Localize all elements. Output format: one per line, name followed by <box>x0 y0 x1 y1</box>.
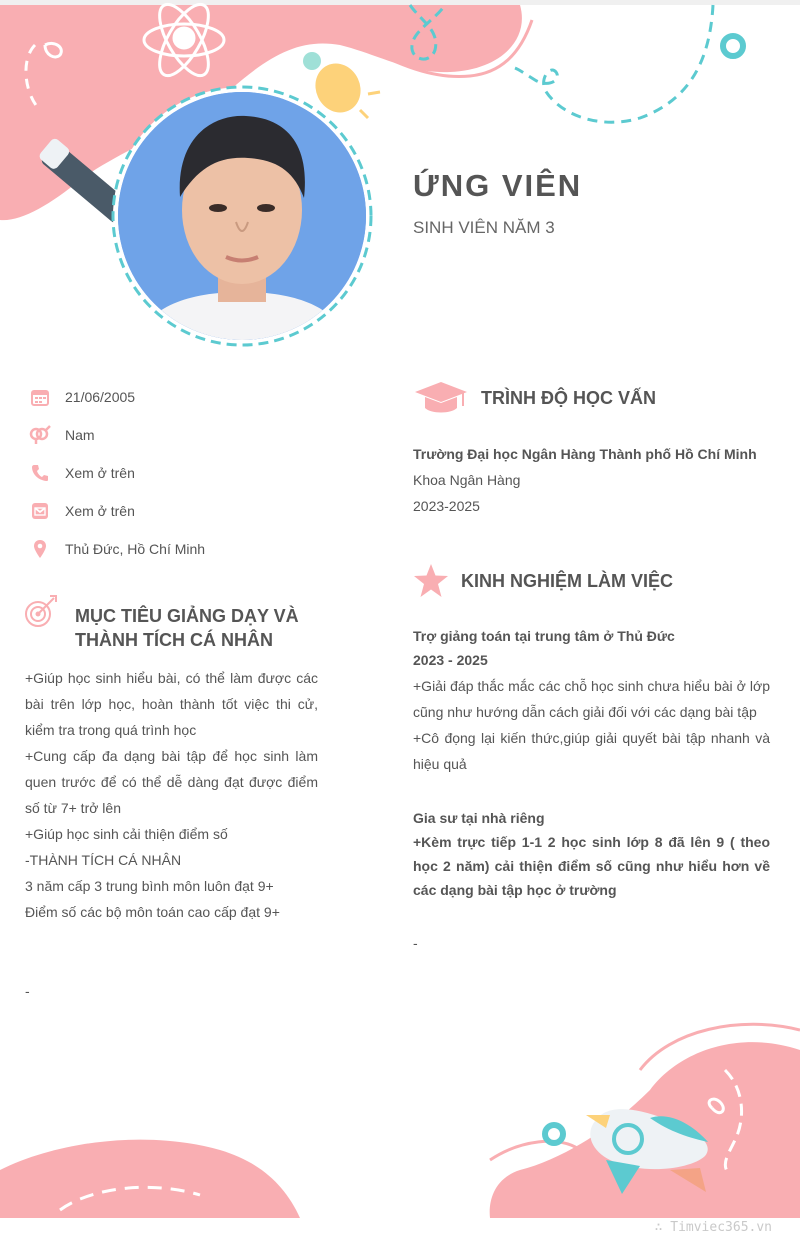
objective-body <box>25 665 318 925</box>
gender-icon <box>25 425 55 445</box>
objective-line: +Giúp học sinh hiểu bài, có thể làm được các bài trên lớp học, hoàn thành tốt việc thi cử, kiểm tra trong quá trình học <box>25 670 318 738</box>
experience-job1-desc <box>413 673 770 777</box>
job1-line: +Cô đọng lại kiến thức,giúp giải quyết bài tập nhanh và hiệu quả <box>413 730 770 772</box>
experience-job2 <box>413 806 770 902</box>
gender-value: Nam <box>65 427 95 443</box>
email-value: Xem ở trên <box>65 503 135 519</box>
experience-job1 <box>413 624 770 672</box>
watermark <box>655 1220 772 1235</box>
contact-address <box>25 538 205 560</box>
objective-title-line2: THÀNH TÍCH CÁ NHÂN <box>75 630 273 650</box>
objective-trailer: - <box>25 983 30 999</box>
education-years: 2023-2025 <box>413 498 480 514</box>
star-icon <box>413 563 449 599</box>
calendar-icon <box>25 388 55 406</box>
contact-gender <box>25 424 95 446</box>
education-school: Trường Đại học Ngân Hàng Thành phố Hồ Chí Minh <box>413 446 757 462</box>
objective-title-line1: MỤC TIÊU GIẢNG DẠY VÀ <box>75 606 299 626</box>
job2-desc: +Kèm trực tiếp 1-1 2 học sinh lớp 8 đã lên 9 ( theo học 2 năm) cải thiện điểm số cũng như hiểu hơn về các dạng bài tập học ở trường <box>413 834 770 898</box>
address-value: Thủ Đức, Hồ Chí Minh <box>65 541 206 557</box>
contact-email <box>25 500 135 522</box>
contact-birthdate <box>25 386 135 408</box>
location-icon <box>25 539 55 559</box>
job1-line: +Giải đáp thắc mắc các chỗ học sinh chưa hiểu bài ở lớp cũng như hướng dẫn cách giải đối với các dạng bài tập <box>413 678 770 720</box>
watermark-text: Timviec365.vn <box>670 1220 772 1235</box>
job1-period: 2023 - 2025 <box>413 652 488 668</box>
objective-line: 3 năm cấp 3 trung bình môn luôn đạt 9+ <box>25 878 274 894</box>
candidate-role: SINH VIÊN NĂM 3 <box>413 218 555 237</box>
objective-line: Điểm số các bộ môn toán cao cấp đạt 9+ <box>25 904 280 920</box>
objective-line: -THÀNH TÍCH CÁ NHÂN <box>25 852 182 868</box>
experience-trailer: - <box>413 935 418 951</box>
objective-title <box>75 604 299 652</box>
education-faculty: Khoa Ngân Hàng <box>413 472 521 488</box>
objective-line: +Cung cấp đa dạng bài tập để học sinh làm quen trước để có thể dễ dàng đạt được điểm số từ 7+ trở lên <box>25 748 318 816</box>
footer-decoration <box>0 1010 800 1244</box>
birthdate-value: 21/06/2005 <box>65 389 136 405</box>
education-body <box>413 441 770 519</box>
job2-title: Gia sư tại nhà riêng <box>413 810 545 826</box>
email-icon <box>25 502 55 520</box>
phone-icon <box>25 464 55 482</box>
job1-title: Trợ giảng toán tại trung tâm ở Thủ Đức <box>413 628 675 644</box>
candidate-name: ỨNG VIÊN <box>413 168 583 203</box>
experience-title: KINH NGHIỆM LÀM VIỆC <box>461 571 674 591</box>
target-icon <box>24 594 60 630</box>
objective-line: +Giúp học sinh cải thiện điểm số <box>25 826 228 842</box>
profile-photo <box>118 92 366 340</box>
graduation-cap-icon <box>413 380 469 416</box>
watermark-icon: ∴ <box>654 1220 671 1235</box>
profile-photo-frame <box>108 82 376 350</box>
education-title: TRÌNH ĐỘ HỌC VẤN <box>481 388 656 408</box>
phone-value: Xem ở trên <box>65 465 135 481</box>
contact-phone <box>25 462 135 484</box>
